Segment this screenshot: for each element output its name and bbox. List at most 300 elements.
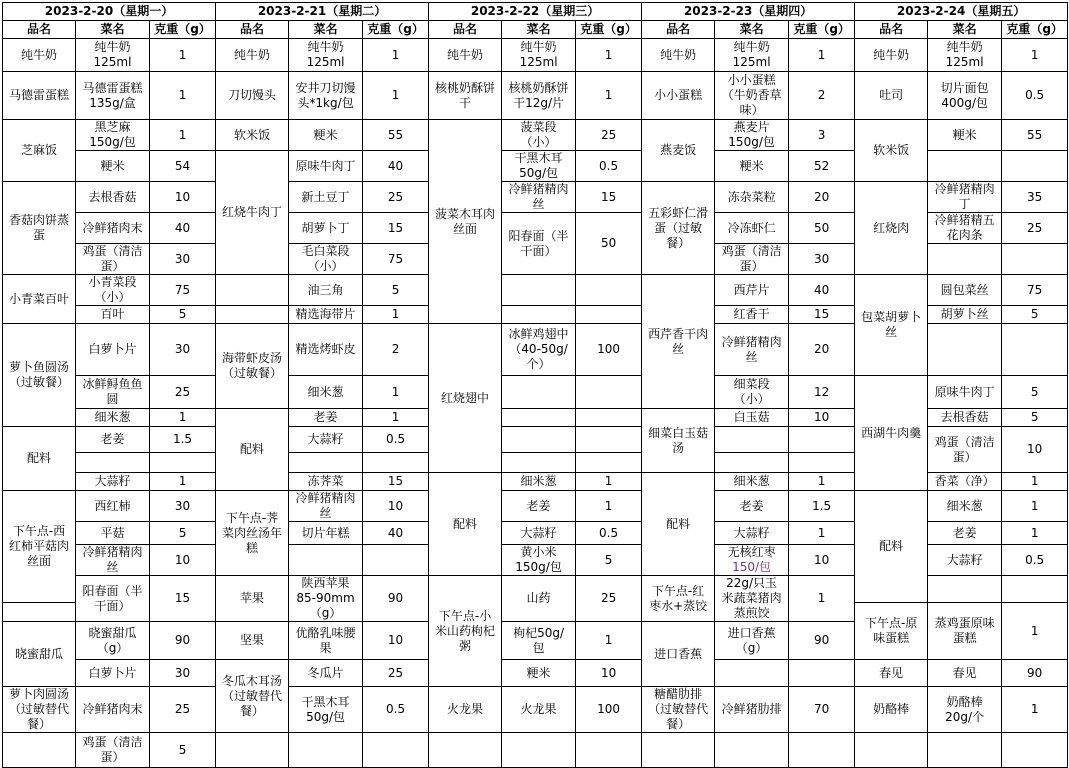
cell-text: 125ml <box>306 55 345 69</box>
cell-text: 汤 <box>672 440 685 455</box>
weight-cell <box>1002 491 1068 522</box>
cell-text: （过敏餐） <box>222 366 283 380</box>
dish-cell <box>429 473 502 576</box>
dish-cell <box>429 733 502 768</box>
ingredient-cell <box>289 409 363 427</box>
ingredient-cell <box>715 213 789 244</box>
weight-cell <box>150 409 216 427</box>
weight-cell <box>789 409 855 427</box>
ingredient-header: 菜名 <box>76 21 150 39</box>
cell-text: 30 <box>813 251 830 266</box>
ingredient-cell <box>928 244 1002 275</box>
cell-text: 奶酪棒 <box>946 694 983 709</box>
cell-text: 1 <box>817 591 826 605</box>
cell-text: 原味牛肉丁 <box>934 384 995 399</box>
weight-cell <box>576 576 642 622</box>
dish-cell <box>429 120 502 324</box>
cell-text: 安井刀切馒 <box>295 80 356 95</box>
ingredient-cell <box>76 376 150 409</box>
cell-text: 25 <box>387 189 404 204</box>
dish-cell <box>216 151 289 275</box>
weight-cell <box>1002 324 1068 376</box>
ingredient-cell <box>76 39 150 72</box>
weight-cell <box>1002 376 1068 409</box>
dish-cell <box>642 733 715 768</box>
weight-cell <box>1002 409 1068 427</box>
cell-text: 5 <box>178 525 187 540</box>
cell-text: 冬瓜木耳汤 <box>222 673 283 688</box>
weight-cell <box>789 182 855 213</box>
weight-cell <box>363 427 429 453</box>
cell-text: 12 <box>813 384 830 399</box>
weight-cell <box>363 151 429 182</box>
ingredient-cell <box>76 473 150 491</box>
ingredient-cell <box>502 545 576 576</box>
weight-cell <box>150 473 216 491</box>
ingredient-cell <box>289 376 363 409</box>
ingredient-cell <box>76 244 150 275</box>
cell-text: 粳米 <box>739 158 764 173</box>
cell-text: 味） <box>739 103 764 117</box>
weight-cell <box>363 660 429 687</box>
ingredient-cell <box>289 522 363 545</box>
cell-text: 红烧肉 <box>873 220 910 235</box>
cell-text: 10 <box>174 552 191 567</box>
cell-text: 细菜段 <box>733 377 770 391</box>
weight-cell <box>150 545 216 576</box>
cell-text: 纯牛奶 <box>873 47 910 62</box>
ingredient-cell <box>289 491 363 522</box>
cell-text: 1 <box>178 88 187 102</box>
cell-text: 鸡蛋（清洁 <box>82 244 143 258</box>
cell-text: 春见 <box>879 665 904 680</box>
dish-cell <box>3 120 76 182</box>
cell-text: 纯牛奶 <box>946 40 983 54</box>
cell-text: 蛋（过敏 <box>654 220 703 235</box>
cell-text: 菜肉丝汤年 <box>222 525 283 540</box>
cell-text: （g） <box>735 640 768 655</box>
cell-text: 10 <box>813 552 830 567</box>
cell-text: 0.5 <box>386 432 406 446</box>
weight-cell <box>1002 39 1068 72</box>
cell-text: 90 <box>1027 665 1043 680</box>
cell-text: 春见 <box>952 665 977 680</box>
weight-cell <box>1002 660 1068 687</box>
cell-text: 粳米 <box>100 158 125 173</box>
cell-text: 餐） <box>666 235 691 250</box>
ingredient-cell <box>928 687 1002 733</box>
cell-text: 150g/包 <box>515 560 562 574</box>
cell-text: 下午点-红 <box>651 583 705 598</box>
cell-text: 苹果 <box>240 591 265 605</box>
cell-text: 优酪乳味腰 <box>295 625 356 640</box>
column-header-row <box>3 21 1068 39</box>
dish-cell <box>216 660 289 733</box>
cell-text: 白玉菇 <box>733 410 770 424</box>
cell-text: 40 <box>387 158 404 173</box>
weight-cell <box>150 622 216 660</box>
weight-cell <box>150 306 216 324</box>
ingredient-cell <box>928 491 1002 522</box>
cell-text: 5 <box>178 307 187 321</box>
day-header: 2023-2-20（星期一） <box>3 3 216 21</box>
cell-text: 90 <box>387 591 404 605</box>
cell-text: 20 <box>813 342 830 356</box>
ingredient-cell <box>928 473 1002 491</box>
weight-cell <box>789 660 855 687</box>
cell-text: 54 <box>174 158 191 173</box>
dish-cell <box>855 39 928 72</box>
ingredient-cell <box>715 275 789 306</box>
ingredient-cell <box>289 72 363 120</box>
cell-text: 萝卜肉圆汤 <box>8 687 69 701</box>
ingredient-cell <box>502 213 576 275</box>
weight-cell <box>1002 603 1068 660</box>
cell-text: 1 <box>817 474 826 488</box>
weight-cell <box>576 427 642 453</box>
cell-text: 燕麦片 <box>733 120 770 134</box>
cell-text: 萝卜鱼圆汤 <box>8 360 69 374</box>
weight-cell <box>363 306 429 324</box>
weight-cell <box>150 733 216 768</box>
cell-text: 细米葱 <box>733 474 770 488</box>
dish-cell <box>855 491 928 603</box>
cell-text: 火龙果 <box>520 702 557 716</box>
weight-cell <box>363 120 429 151</box>
ingredient-cell <box>289 182 363 213</box>
dish-cell <box>216 72 289 120</box>
ingredient-cell <box>928 603 1002 660</box>
ingredient-cell <box>76 733 150 768</box>
cell-text: 1 <box>178 474 187 488</box>
weight-cell <box>1002 306 1068 324</box>
cell-text: （小） <box>307 259 344 273</box>
cell-text: 西湖牛肉羹 <box>861 425 922 440</box>
ingredient-cell <box>76 72 150 120</box>
cell-text: （小） <box>733 392 770 406</box>
cell-text: 5 <box>1030 384 1039 399</box>
weight-cell <box>363 213 429 244</box>
weight-cell <box>789 244 855 275</box>
cell-text: 25 <box>600 127 617 142</box>
cell-text: 蛋糕 <box>952 631 977 645</box>
ingredient-cell <box>715 182 789 213</box>
cell-text: 蒸鸡蛋原味 <box>934 616 995 630</box>
table-row <box>3 687 1068 733</box>
dish-cell <box>3 72 76 120</box>
ingredient-cell <box>715 453 789 473</box>
dish-cell <box>855 603 928 660</box>
cell-text: 米蔬菜猪肉 <box>721 591 782 605</box>
cell-text: 老姜 <box>739 498 764 513</box>
weight-cell <box>1002 545 1068 576</box>
weight-cell <box>789 522 855 545</box>
cell-text: 黑芝麻 <box>94 120 131 134</box>
cell-text: 红烧翅中 <box>441 390 490 405</box>
ingredient-cell <box>502 72 576 120</box>
cell-text: 冷鲜猪精肉 <box>934 182 995 196</box>
cell-text: 1 <box>604 88 613 102</box>
ingredient-header: 菜名 <box>502 21 576 39</box>
ingredient-cell <box>715 72 789 120</box>
ingredient-cell <box>76 545 150 576</box>
weight-cell <box>789 324 855 376</box>
ingredient-cell <box>289 733 363 768</box>
cell-text: 阳春面（半 <box>82 583 143 598</box>
weight-cell <box>576 622 642 660</box>
weight-cell <box>150 244 216 275</box>
ingredient-cell <box>502 687 576 733</box>
cell-text: 丝 <box>319 506 332 520</box>
cell-text: 山药 <box>526 591 551 605</box>
cell-text: 干 <box>459 95 472 110</box>
cell-text: 1 <box>604 633 613 647</box>
cell-text: 1 <box>604 474 613 488</box>
cell-text: 菠菜木耳肉 <box>435 206 496 221</box>
weight-cell <box>576 733 642 768</box>
cell-text: 0.5 <box>1025 552 1045 567</box>
ingredient-cell <box>928 427 1002 473</box>
ingredient-header: 菜名 <box>289 21 363 39</box>
cell-text: 头*1kg/包 <box>297 95 354 110</box>
ingredient-cell <box>289 213 363 244</box>
ingredient-header: 菜名 <box>928 21 1002 39</box>
cell-text: 10 <box>600 665 617 680</box>
weight-cell <box>789 427 855 453</box>
cell-text: 味蛋糕 <box>873 631 910 645</box>
cell-text: 25 <box>174 384 191 399</box>
cell-text: 下午点-小 <box>438 608 492 623</box>
dish-cell <box>642 39 715 72</box>
cell-text: 0.5 <box>1025 88 1045 102</box>
cell-text: 1 <box>391 410 400 424</box>
cell-text: 糕 <box>246 540 259 555</box>
cell-text: 蛋） <box>100 259 125 273</box>
cell-text: 30 <box>174 342 191 356</box>
cell-text: 纯牛奶 <box>94 40 131 54</box>
cell-text: 包菜胡萝卜 <box>861 310 922 324</box>
weight-cell <box>1002 733 1068 768</box>
dish-header: 品名 <box>3 21 76 39</box>
cell-text: 油三角 <box>307 282 344 297</box>
cell-text: 100 <box>597 702 621 716</box>
ingredient-cell <box>76 120 150 151</box>
cell-text: 35 <box>1027 189 1043 204</box>
weight-cell <box>789 39 855 72</box>
ingredient-cell <box>928 733 1002 768</box>
cell-text: 50g/包 <box>306 709 345 724</box>
cell-text: 干面） <box>520 243 557 258</box>
dish-cell <box>3 427 76 491</box>
cell-text: 10 <box>387 498 404 513</box>
weight-cell <box>576 522 642 545</box>
cell-text: 90 <box>174 633 191 647</box>
cell-text: 冷冻虾仁 <box>727 220 776 235</box>
day-header: 2023-2-22（星期三） <box>429 3 642 21</box>
cell-text: 75 <box>1027 282 1043 297</box>
table-row <box>3 660 1068 687</box>
ingredient-cell <box>928 151 1002 182</box>
ingredient-cell <box>76 306 150 324</box>
cell-text: 冷鲜猪肉末 <box>82 702 143 716</box>
cell-text: 干12g/片 <box>513 95 565 110</box>
dish-header: 品名 <box>642 21 715 39</box>
cell-text: （牛奶香草 <box>721 88 782 102</box>
weight-cell <box>789 491 855 522</box>
cell-text: 小小蛋糕 <box>727 73 776 87</box>
cell-text: 进口香蕉 <box>654 646 703 661</box>
day-header: 2023-2-23（星期四） <box>642 3 855 21</box>
dish-cell <box>642 72 715 120</box>
cell-text: （40-50g/ <box>509 342 568 356</box>
cell-text: 下午点-西 <box>12 524 66 538</box>
day-header: 2023-2-24（星期五） <box>855 3 1068 21</box>
dish-cell <box>216 733 289 768</box>
weight-cell <box>789 622 855 660</box>
cell-text: 50 <box>600 236 617 250</box>
cell-text: 配料 <box>453 516 478 531</box>
dish-cell <box>3 324 76 427</box>
cell-text: 1 <box>178 127 187 142</box>
ingredient-cell <box>76 660 150 687</box>
cell-text: 圆 <box>106 392 119 406</box>
dish-cell <box>855 687 928 733</box>
cell-text: 干面） <box>94 598 131 613</box>
cell-text: 燕麦饭 <box>660 143 697 157</box>
dish-cell <box>216 622 289 660</box>
cell-text: 细米葱 <box>946 498 983 513</box>
ingredient-cell <box>502 376 576 409</box>
cell-text: 40 <box>813 282 830 297</box>
weight-cell <box>150 39 216 72</box>
cell-text: 纯牛奶 <box>447 47 484 62</box>
dish-cell <box>216 275 289 306</box>
weight-cell <box>789 120 855 151</box>
table-row <box>3 39 1068 72</box>
cell-text: 晓蜜甜瓜 <box>14 646 63 661</box>
weight-cell <box>150 491 216 522</box>
dish-header: 品名 <box>429 21 502 39</box>
table-row <box>3 275 1068 306</box>
ingredient-cell <box>502 622 576 660</box>
dish-cell <box>429 687 502 733</box>
cell-text: （过敏替代 <box>222 688 283 703</box>
weight-cell <box>363 622 429 660</box>
cell-text: 125ml <box>732 55 771 69</box>
cell-text: 冷鲜猪肉末 <box>82 220 143 235</box>
cell-text: 粳米 <box>526 665 551 680</box>
cell-text: 52 <box>813 158 830 173</box>
ingredient-cell <box>715 39 789 72</box>
ingredient-cell <box>928 522 1002 545</box>
cell-text: 400g/包 <box>941 95 988 110</box>
ingredient-cell <box>715 324 789 376</box>
cell-text: 奶酪棒 <box>873 702 910 716</box>
ingredient-cell <box>76 213 150 244</box>
ingredient-cell <box>715 306 789 324</box>
table-row <box>3 733 1068 768</box>
dish-cell <box>429 72 502 120</box>
cell-text: 纯牛奶 <box>307 40 344 54</box>
weight-header: 克重（g） <box>576 21 642 39</box>
cell-text: 胡萝卜丝 <box>940 307 989 321</box>
cell-text: 纯牛奶 <box>520 40 557 54</box>
cell-text: 红柿平菇肉 <box>8 539 69 553</box>
weight-header: 克重（g） <box>789 21 855 39</box>
cell-text: 切片年糕 <box>301 525 350 540</box>
ingredient-cell <box>76 151 150 182</box>
ingredient-cell <box>289 324 363 376</box>
ingredient-cell <box>928 213 1002 244</box>
ingredient-cell <box>928 660 1002 687</box>
cell-text: 10 <box>813 410 830 424</box>
cell-text: 餐） <box>666 717 691 731</box>
weight-header: 克重（g） <box>363 21 429 39</box>
cell-text: 粥 <box>459 638 472 653</box>
ingredient-cell <box>715 151 789 182</box>
cell-text: 10 <box>174 189 191 204</box>
cell-text: 25 <box>600 591 617 605</box>
weight-cell <box>1002 687 1068 733</box>
dish-cell <box>642 622 715 687</box>
cell-text: 25 <box>174 702 191 716</box>
ingredient-cell <box>289 660 363 687</box>
cell-text: （g） <box>96 640 129 655</box>
cell-text: 丝 <box>672 341 685 356</box>
cell-text: 吐司 <box>879 88 904 102</box>
weight-cell <box>789 473 855 491</box>
cell-text: 15 <box>813 307 830 321</box>
cell-text: 晓蜜甜瓜 <box>88 625 137 640</box>
cell-text: 1 <box>817 47 826 62</box>
ingredient-cell <box>502 733 576 768</box>
ingredient-cell <box>715 733 789 768</box>
cell-text: 餐） <box>240 703 265 718</box>
dish-cell <box>3 182 76 275</box>
ingredient-cell <box>715 491 789 522</box>
cell-text: 1 <box>178 410 187 424</box>
weight-cell <box>363 275 429 306</box>
ingredient-cell <box>76 409 150 427</box>
cell-text: 米山药枸杞 <box>435 623 496 638</box>
ingredient-cell <box>289 39 363 72</box>
ingredient-cell <box>502 491 576 522</box>
cell-text: 2 <box>391 342 400 356</box>
ingredient-cell <box>928 324 1002 376</box>
weight-cell <box>789 576 855 622</box>
weight-cell <box>1002 275 1068 306</box>
cell-text: 配料 <box>240 442 265 456</box>
cell-text: 丝 <box>106 560 119 574</box>
weight-cell <box>363 473 429 491</box>
dish-cell <box>642 120 715 182</box>
cell-text: 粳米 <box>313 127 338 142</box>
ingredient-cell <box>928 72 1002 120</box>
table-row <box>3 491 1068 522</box>
cell-text: 小青菜百叶 <box>8 291 69 306</box>
cell-text: 芝麻饭 <box>20 143 57 157</box>
cell-text: 25 <box>1027 220 1043 235</box>
weight-cell <box>363 576 429 622</box>
weight-cell <box>789 733 855 768</box>
dish-cell <box>429 39 502 72</box>
cell-text: 大蒜籽 <box>94 474 131 488</box>
ingredient-cell <box>502 453 576 473</box>
cell-text: 30 <box>174 498 191 513</box>
ingredient-cell <box>289 120 363 151</box>
cell-text: 1 <box>391 47 400 62</box>
cell-text: 老姜 <box>952 525 977 540</box>
